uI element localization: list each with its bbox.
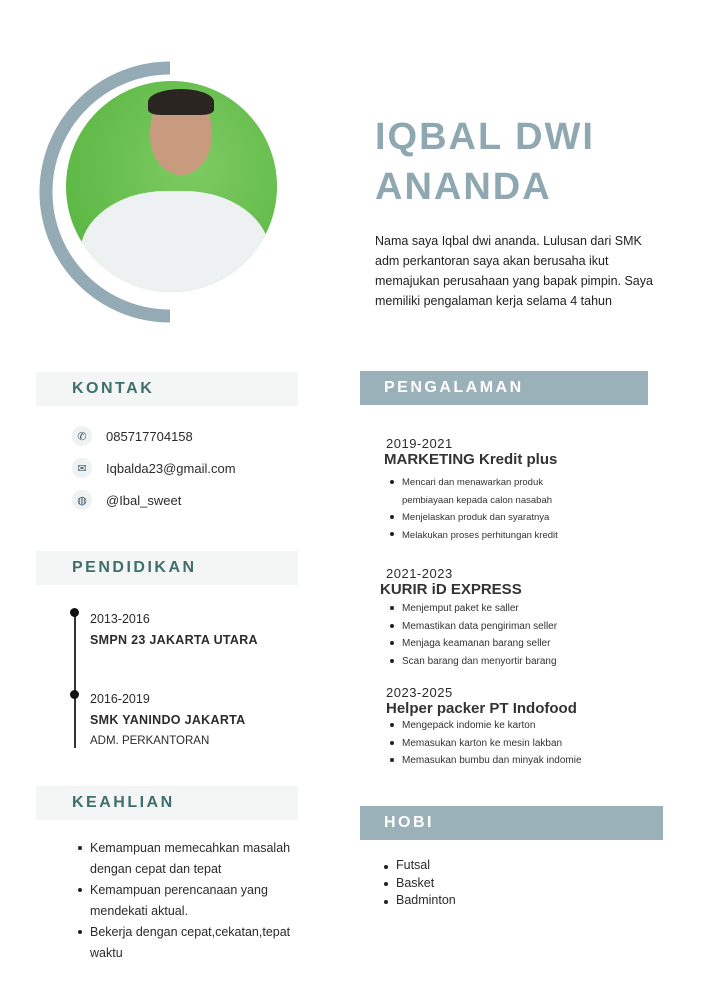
job-item bbox=[386, 685, 656, 770]
timeline-dot bbox=[70, 608, 79, 617]
job-point: Menjemput paket ke saller bbox=[388, 600, 650, 618]
job-point: Mengepack indomie ke karton bbox=[388, 717, 586, 735]
skill-item: Bekerja dengan cepat,cekatan,tepat waktu bbox=[76, 922, 306, 964]
edu-school: SMK YANINDO JAKARTA bbox=[90, 713, 246, 727]
timeline-dot bbox=[70, 690, 79, 699]
profile-summary: Nama saya Iqbal dwi ananda. Lulusan dari SMK adm perkantoran saya akan berusaha ikut memajukan perusahaan yang bapak pimpin. Saya memiliki pengalaman kerja selama 4 tahun bbox=[375, 234, 653, 308]
timeline-line bbox=[74, 612, 76, 748]
phone-icon: ✆ bbox=[72, 426, 92, 446]
hobby-item: Badminton bbox=[382, 892, 456, 910]
job-title: Helper packer PT Indofood bbox=[386, 700, 577, 717]
social-text: @Ibal_sweet bbox=[106, 492, 182, 508]
edu-years: 2016-2019 bbox=[90, 692, 150, 706]
pengalaman-heading: PENGALAMAN bbox=[360, 371, 648, 405]
full-name bbox=[375, 112, 595, 212]
skill-item: Kemampuan memecahkan masalah dengan cepat dan tepat bbox=[76, 838, 306, 880]
kontak-heading: KONTAK bbox=[36, 372, 298, 406]
globe-icon: ◍ bbox=[72, 490, 92, 510]
profile-photo bbox=[66, 81, 277, 292]
job-point: Menjaga keamanan barang seller bbox=[388, 635, 650, 653]
job-item bbox=[380, 566, 650, 670]
education-item bbox=[90, 689, 246, 752]
job-point: Memasukan karton ke mesin lakban bbox=[388, 735, 586, 753]
phone-text: 085717704158 bbox=[106, 428, 193, 444]
pendidikan-heading: PENDIDIKAN bbox=[36, 551, 298, 585]
skills-list bbox=[76, 838, 306, 964]
job-years: 2021-2023 bbox=[386, 566, 453, 581]
contact-email[interactable] bbox=[72, 458, 236, 478]
edu-years: 2013-2016 bbox=[90, 612, 150, 626]
job-point: Memasukan bumbu dan minyak indomie bbox=[388, 752, 586, 770]
hobi-heading: HOBI bbox=[360, 806, 663, 840]
hobby-list bbox=[382, 857, 456, 910]
job-point: Memastikan data pengiriman seller bbox=[388, 618, 650, 636]
contact-phone[interactable] bbox=[72, 426, 193, 446]
hobby-item: Basket bbox=[382, 875, 456, 893]
contact-social[interactable] bbox=[72, 490, 181, 510]
mail-icon: ✉ bbox=[72, 458, 92, 478]
job-years: 2019-2021 bbox=[386, 436, 453, 451]
keahlian-heading: KEAHLIAN bbox=[36, 786, 298, 820]
job-item bbox=[384, 436, 654, 544]
job-years: 2023-2025 bbox=[386, 685, 453, 700]
edu-major: ADM. PERKANTORAN bbox=[90, 735, 210, 747]
job-title: KURIR iD EXPRESS bbox=[380, 581, 522, 598]
edu-school: SMPN 23 JAKARTA UTARA bbox=[90, 633, 258, 647]
job-point: Scan barang dan menyortir barang bbox=[388, 653, 650, 671]
name-line-1: IQBAL DWI bbox=[375, 116, 595, 158]
job-point: Mencari dan menawarkan produk pembiayaan kepada calon nasabah bbox=[388, 474, 594, 509]
job-point: Melakukan proses perhitungan kredit bbox=[388, 527, 594, 545]
job-point: Menjelaskan produk dan syaratnya bbox=[388, 509, 594, 527]
name-line-2: ANANDA bbox=[375, 166, 552, 208]
education-item bbox=[90, 609, 258, 651]
skill-item: Kemampuan perencanaan yang mendekati aktual. bbox=[76, 880, 306, 922]
email-text: Iqbalda23@gmail.com bbox=[106, 460, 236, 476]
hobby-item: Futsal bbox=[382, 857, 456, 875]
job-title: MARKETING Kredit plus bbox=[384, 451, 558, 468]
